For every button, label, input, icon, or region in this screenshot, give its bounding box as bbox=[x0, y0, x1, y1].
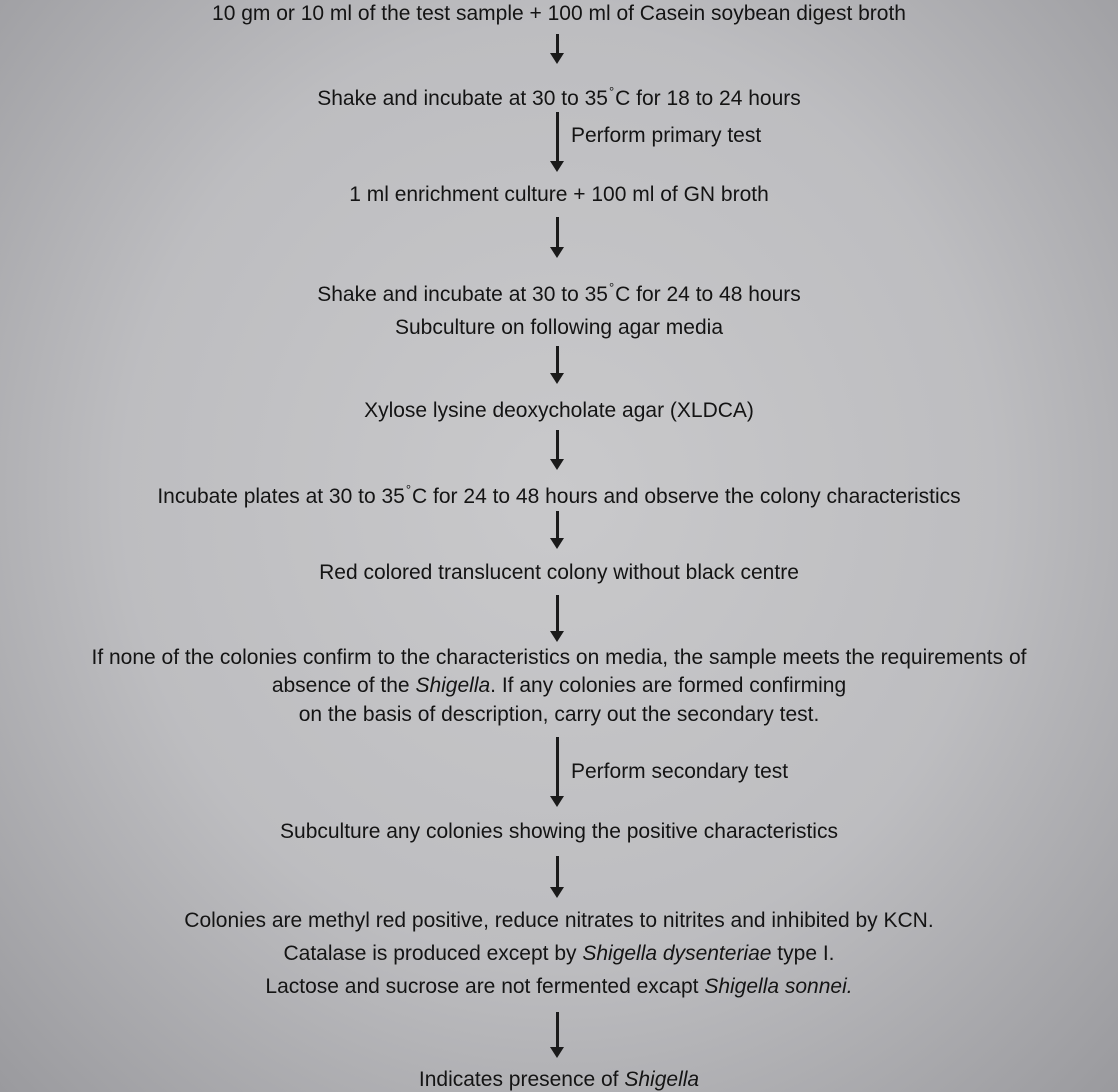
arrow-down-icon bbox=[549, 1012, 565, 1058]
step-decision-line-2: absence of the Shigella. If any colonies are formed confirming bbox=[271, 674, 847, 697]
step-incubate-18-24: Shake and incubate at 30 to 35°C for 18 to 24 hours bbox=[317, 84, 801, 110]
step-characteristics-line-2: Catalase is produced except by Shigella dysenteriae type I. bbox=[283, 942, 835, 965]
arrow-down-icon bbox=[549, 595, 565, 642]
arrow-down-icon bbox=[549, 112, 565, 172]
step-decision-line-3: on the basis of description, carry out the secondary test. bbox=[298, 703, 820, 726]
arrow-down-icon bbox=[549, 511, 565, 549]
step-subculture-positive: Subculture any colonies showing the positive characteristics bbox=[280, 820, 838, 843]
step-characteristics-line-3: Lactose and sucrose are not fermented excapt Shigella sonnei. bbox=[265, 975, 853, 998]
degree-symbol: ° bbox=[405, 482, 412, 497]
arrow-down-icon bbox=[549, 737, 565, 807]
step-red-colony: Red colored translucent colony without black centre bbox=[319, 561, 799, 584]
degree-symbol: ° bbox=[608, 280, 615, 295]
step-xldca-agar: Xylose lysine deoxycholate agar (XLDCA) bbox=[364, 399, 754, 422]
step-decision-line-1: If none of the colonies confirm to the characteristics on media, the sample meets the requirements of bbox=[91, 646, 1027, 669]
step-enrichment-gn-broth: 1 ml enrichment culture + 100 ml of GN broth bbox=[349, 183, 769, 206]
arrow-down-icon bbox=[549, 217, 565, 258]
arrow-down-icon bbox=[549, 34, 565, 64]
step-characteristics-line-1: Colonies are methyl red positive, reduce nitrates to nitrites and inhibited by KCN. bbox=[184, 909, 934, 932]
degree-symbol: ° bbox=[608, 84, 615, 99]
label-primary-test: Perform primary test bbox=[571, 124, 762, 147]
arrow-down-icon bbox=[549, 430, 565, 470]
step-sample-broth: 10 gm or 10 ml of the test sample + 100 ml of Casein soybean digest broth bbox=[212, 2, 906, 25]
label-secondary-test: Perform secondary test bbox=[571, 760, 789, 783]
arrow-down-icon bbox=[549, 346, 565, 384]
arrow-down-icon bbox=[549, 856, 565, 898]
step-incubate-24-48: Shake and incubate at 30 to 35°C for 24 to 48 hours bbox=[317, 280, 801, 306]
step-incubate-plates: Incubate plates at 30 to 35°C for 24 to 48 hours and observe the colony characteristics bbox=[157, 482, 961, 508]
step-result: Indicates presence of Shigella bbox=[418, 1068, 700, 1091]
step-subculture-agar: Subculture on following agar media bbox=[394, 316, 724, 339]
